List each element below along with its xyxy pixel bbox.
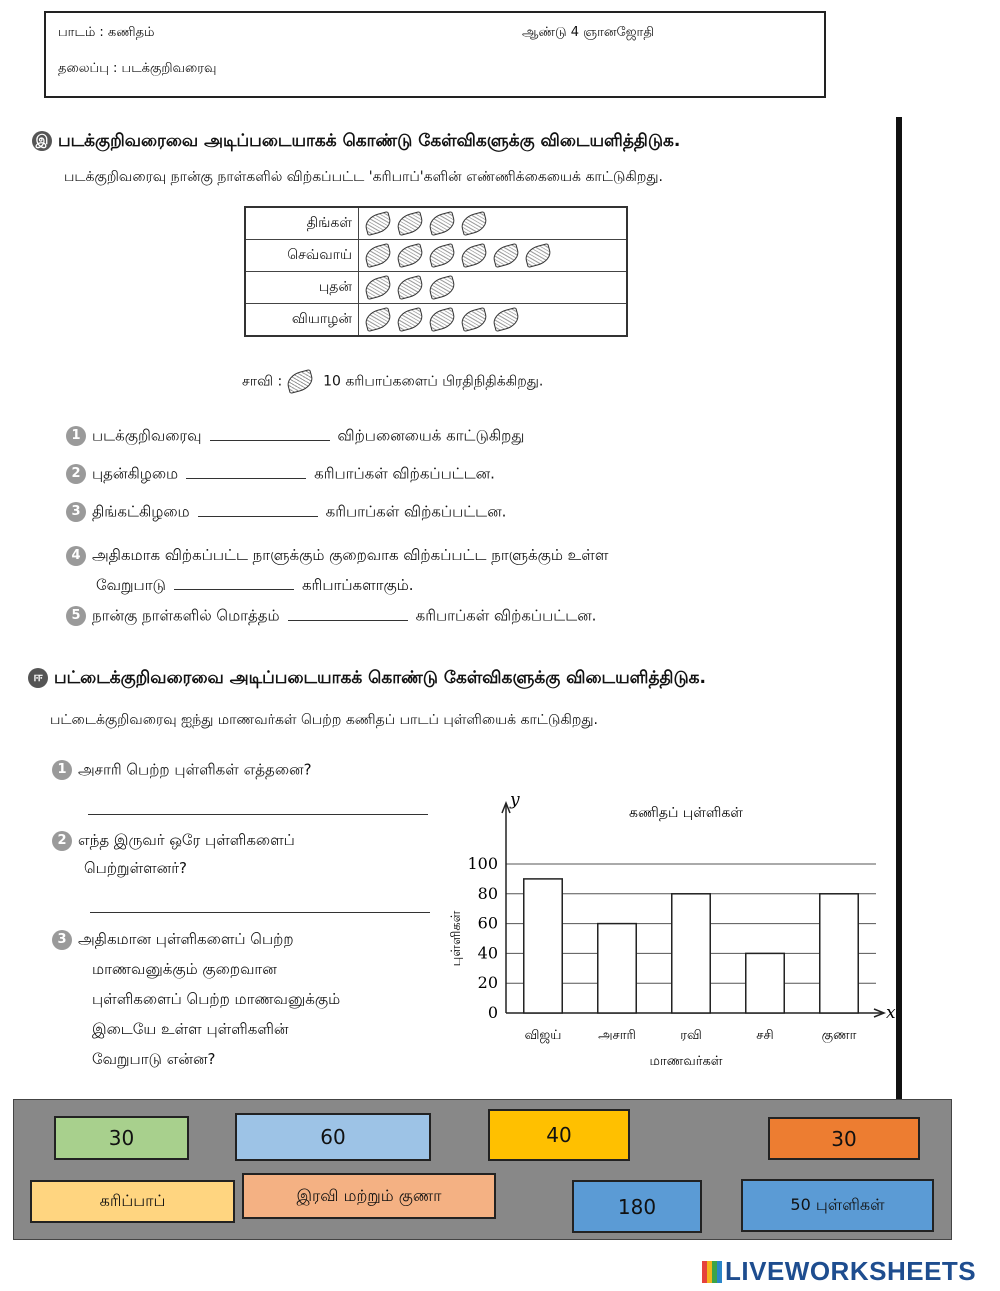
s2-question-1 [52, 760, 312, 781]
s1-question-5 [66, 606, 596, 627]
section1-title-text: படக்குறிவரைவை அடிப்படையாகக் கொண்டு கேள்விகளுக்கு விடையளித்திடுக. [58, 131, 681, 151]
leaf-icon [491, 243, 521, 268]
bar [672, 894, 710, 1013]
y-tick-label: 100 [467, 854, 498, 873]
answer-50-points[interactable]: 50 புள்ளிகள் [741, 1179, 934, 1232]
section2-description: பட்டைக்குறிவரைவு ஐந்து மாணவர்கள் பெற்ற கணிதப் பாடப் புள்ளியைக் காட்டுகிறது. [50, 712, 599, 728]
x-tick-label: ரவி [680, 1028, 702, 1043]
question-text: நான்கு நாள்களில் மொத்தம் [92, 606, 280, 625]
y-axis-letter: y [510, 790, 520, 810]
pictograph-icons [359, 240, 628, 272]
pictograph-day: செவ்வாய் [245, 240, 359, 272]
subject-label: பாடம் : கணிதம் [58, 25, 155, 40]
answer-blank[interactable] [210, 440, 330, 441]
pictograph-icons [359, 272, 628, 304]
answer-30-b[interactable]: 30 [768, 1117, 920, 1160]
leaf-icon [459, 243, 489, 268]
question-text: புதன்கிழமை [92, 464, 179, 483]
topic-label: தலைப்பு : படக்குறிவரைவு [58, 61, 217, 76]
question-number: 1 [52, 760, 72, 780]
leaf-icon [363, 275, 393, 300]
answer-180[interactable]: 180 [572, 1180, 702, 1233]
question-text-after: கரிபாப்கள் விற்கப்பட்டன. [314, 464, 495, 483]
x-tick-label: சசி [756, 1028, 774, 1043]
section1-description: படக்குறிவரைவு நான்கு நாள்களில் விற்கப்பட்ட 'கரிபாப்'களின் எண்ணிக்கையைக் காட்டுகிறது. [64, 169, 663, 185]
header-box [44, 11, 826, 98]
leaf-icon [491, 307, 521, 332]
s1-question-3 [66, 502, 506, 523]
section2-title-text: பட்டைக்குறிவரைவை அடிப்படையாகக் கொண்டு கேள்விகளுக்கு விடையளித்திடுக. [54, 668, 706, 688]
leaf-icon [285, 369, 315, 394]
question-number: 4 [66, 546, 86, 566]
y-tick-label: 20 [477, 973, 498, 993]
question-number: 1 [66, 426, 86, 446]
question-text: படக்குறிவரைவு [92, 426, 202, 445]
leaf-icon [427, 211, 457, 236]
y-tick-label: 60 [477, 913, 498, 933]
question-text-line2: வேறுபாடு [96, 576, 166, 594]
question-text: திங்கட்கிழமை [92, 502, 190, 521]
pictograph-row [245, 207, 627, 240]
pictograph-day: புதன் [245, 272, 359, 304]
pictograph-row [245, 272, 627, 304]
pictograph-icons [359, 207, 628, 240]
leaf-icon [427, 243, 457, 268]
bar-chart [440, 785, 896, 1085]
question-number: 2 [52, 831, 72, 851]
bar [524, 879, 562, 1013]
page-edge-bar [896, 117, 902, 1100]
question-number: 3 [52, 930, 72, 950]
leaf-icon [395, 243, 425, 268]
section1-title [32, 131, 680, 153]
answer-30-a[interactable]: 30 [54, 1116, 189, 1160]
question-text: அதிகமாக விற்கப்பட்ட நாளுக்கும் குறைவாக விற்கப்பட்ட நாளுக்கும் உள்ள [92, 546, 609, 564]
answer-ravi-guna[interactable]: இரவி மற்றும் குணா [242, 1173, 496, 1219]
x-axis-label: மாணவர்கள் [649, 1054, 723, 1069]
pictograph-table [244, 206, 628, 337]
leaf-icon [459, 307, 489, 332]
leaf-icon [363, 243, 393, 268]
pictograph-day: வியாழன் [245, 304, 359, 337]
x-tick-label: குணா [821, 1028, 857, 1043]
pictograph-icons [359, 304, 628, 337]
liveworksheets-logo [702, 1256, 976, 1287]
question-number: 5 [66, 606, 86, 626]
question-text-line5: வேறுபாடு என்ன? [92, 1050, 216, 1068]
s2-answer-line-1[interactable] [88, 814, 428, 815]
bar [820, 894, 858, 1013]
pictograph-key [242, 372, 543, 392]
s1-question-4 [66, 540, 846, 600]
question-text: எந்த இருவர் ஒரே புள்ளிகளைப் [78, 831, 295, 849]
s2-question-2 [52, 826, 295, 882]
question-text-after: கரிபாப்களாகும். [301, 576, 414, 594]
question-text-line3: புள்ளிகளைப் பெற்ற மாணவனுக்கும் [92, 990, 341, 1008]
s1-question-2 [66, 464, 495, 485]
question-text-after: கரிபாப்கள் விற்கப்பட்டன. [415, 606, 597, 625]
brand-icon [702, 1261, 722, 1283]
leaf-icon [363, 211, 393, 236]
key-text: 10 கரிபாப்களைப் பிரதிநிதிக்கிறது. [323, 373, 544, 390]
s2-question-3 [52, 924, 340, 1074]
answer-blank[interactable] [186, 478, 306, 479]
year-label: ஆண்டு 4 ஞானஜோதி [522, 25, 654, 40]
question-text-line4: இடையே உள்ள புள்ளிகளின் [92, 1020, 289, 1038]
leaf-icon [427, 275, 457, 300]
section1-marker: இ [32, 131, 52, 151]
answer-blank[interactable] [198, 516, 318, 517]
question-number: 3 [66, 502, 86, 522]
question-text: அசாரி பெற்ற புள்ளிகள் எத்தனை? [78, 760, 312, 779]
question-text-line2: மாணவனுக்கும் குறைவான [92, 960, 277, 978]
y-axis-label: புள்ளிகள் [449, 910, 464, 967]
brand-text: LIVEWORKSHEETS [725, 1256, 977, 1286]
answer-blank[interactable] [174, 589, 294, 590]
leaf-icon [459, 211, 489, 236]
question-text-after: கரிபாப்கள் விற்கப்பட்டன. [325, 502, 507, 521]
question-text-line2: பெற்றுள்ளனர்? [84, 859, 188, 877]
x-axis-letter: x [886, 1003, 896, 1023]
key-prefix: சாவி : [242, 373, 283, 390]
y-tick-label: 40 [477, 943, 498, 963]
s2-answer-line-2[interactable] [90, 912, 430, 913]
section2-marker: ஈ [28, 668, 48, 688]
answer-40[interactable]: 40 [488, 1109, 630, 1161]
s1-question-1 [66, 426, 524, 447]
chart-title: கணிதப் புள்ளிகள் [629, 805, 743, 821]
leaf-icon [395, 275, 425, 300]
leaf-icon [395, 211, 425, 236]
pictograph-row [245, 240, 627, 272]
x-tick-label: அசாரி [598, 1028, 636, 1043]
leaf-icon [395, 307, 425, 332]
question-text: அதிகமான புள்ளிகளைப் பெற்ற [78, 930, 294, 948]
leaf-icon [427, 307, 457, 332]
answer-bank [13, 1099, 952, 1240]
question-text-after: விற்பனையைக் காட்டுகிறது [337, 426, 525, 445]
pictograph-day: திங்கள் [245, 207, 359, 240]
leaf-icon [523, 243, 553, 268]
question-number: 2 [66, 464, 86, 484]
bar [598, 924, 636, 1013]
y-tick-label: 0 [487, 1003, 498, 1022]
answer-karipap[interactable]: கரிப்பாப் [30, 1180, 235, 1223]
answer-blank[interactable] [288, 620, 408, 621]
leaf-icon [363, 307, 393, 332]
y-tick-label: 80 [477, 883, 498, 903]
answer-60[interactable]: 60 [235, 1113, 431, 1161]
section2-title [28, 668, 706, 690]
bar [746, 953, 784, 1013]
x-tick-label: விஜய் [524, 1028, 562, 1043]
pictograph-row [245, 304, 627, 337]
